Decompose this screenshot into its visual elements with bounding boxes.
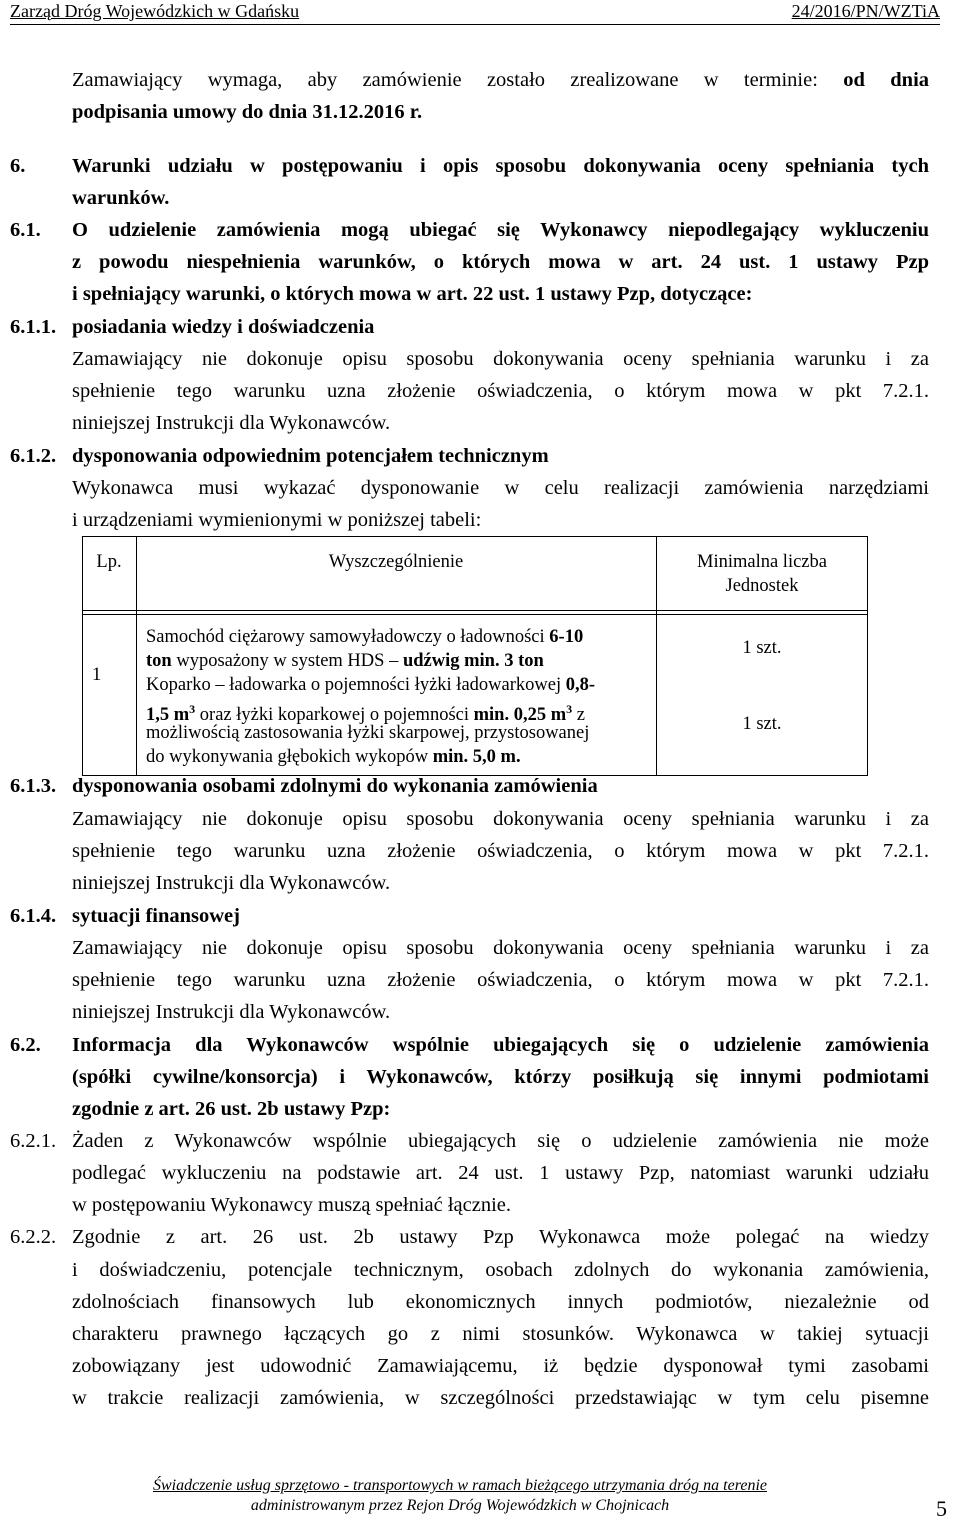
- section-6-2-1-number: 6.2.1.: [10, 1130, 57, 1152]
- section-6-2-2-line-6: w trakcie realizacji zamówienia, w szczególności przedstawiając w tym celu pisemne: [72, 1387, 929, 1409]
- section-6-2-2-line-3: zdolnościach finansowych lub ekonomicznych innych podmiotów, niezależnie od: [72, 1291, 929, 1313]
- section-6-1-2-number: 6.1.2.: [10, 445, 57, 467]
- section-6-1-3-number: 6.1.3.: [10, 775, 57, 797]
- deadline-bold-text: od dnia: [843, 69, 930, 91]
- section-6-2-2-line-1: Zgodnie z art. 26 ust. 2b ustawy Pzp Wykonawca może polegać na wiedzy: [72, 1226, 929, 1248]
- section-6-1-4-line-3: niniejszej Instrukcji dla Wykonawców.: [72, 1001, 391, 1023]
- page-number: 5: [936, 1496, 947, 1521]
- section-6-2-2-line-5: zobowiązany jest udowodnić Zamawiającemu, iż będzie dysponował tymi zasobami: [72, 1355, 929, 1377]
- table-row-desc-line-2: ton wyposażony w system HDS – udźwig min. 3 ton: [146, 651, 544, 671]
- paragraph-deadline-line-2: podpisania umowy do dnia 31.12.2016 r.: [72, 101, 423, 123]
- table-row-lp: 1: [92, 665, 102, 685]
- paragraph-deadline-line-1: [72, 67, 929, 93]
- equipment-table: [82, 536, 868, 776]
- header-reference-number: 24/2016/PN/WZTiA: [791, 1, 940, 21]
- section-6-1-4-title: sytuacji finansowej: [72, 905, 240, 927]
- section-6-1-3-line-1: Zamawiający nie dokonuje opisu sposobu dokonywania oceny spełniania warunku i za: [72, 808, 929, 830]
- section-6-1-4-number: 6.1.4.: [10, 905, 57, 927]
- table-row-qty-1: 1 szt.: [742, 638, 782, 658]
- section-6-2-number: 6.2.: [10, 1034, 41, 1056]
- section-6-1-line-3: i spełniający warunki, o których mowa w art. 22 ust. 1 ustawy Pzp, dotyczące:: [72, 283, 753, 305]
- table-header-units: Jednostek: [725, 576, 799, 596]
- section-6-2-line-2: (spółki cywilne/konsorcja) i Wykonawców, którzy posiłkują się innymi podmiotami: [72, 1066, 929, 1088]
- section-6-1-2-line-1: Wykonawca musi wykazać dysponowanie w celu realizacji zamówienia narzędziami: [72, 477, 929, 499]
- section-6-1-line-1: O udzielenie zamówienia mogą ubiegać się Wykonawcy niepodlegający wykluczeniu: [72, 219, 929, 241]
- section-6-title-line-1: Warunki udziału w postępowaniu i opis sposobu dokonywania oceny spełniania tych: [72, 155, 929, 177]
- section-6-2-2-number: 6.2.2.: [10, 1226, 57, 1248]
- section-6-2-line-3: zgodnie z art. 26 ust. 2b ustawy Pzp:: [72, 1098, 391, 1120]
- footer-line-1: Świadczenie usług sprzętowo - transportowych w ramach bieżącego utrzymania dróg na terenie: [152, 1477, 768, 1494]
- section-6-1-number: 6.1.: [10, 219, 41, 241]
- section-6-2-2-line-4: charakteru prawnego łączących go z nimi stosunków. Wykonawca w takiej sytuacji: [72, 1323, 929, 1345]
- section-6-number: 6.: [10, 155, 26, 177]
- table-row-desc-line-3: Koparko – ładowarka o pojemności łyżki ładowarkowej 0,8-: [146, 675, 596, 695]
- section-6-2-1-line-3: w postępowaniu Wykonawcy muszą spełniać łącznie.: [72, 1194, 511, 1216]
- page-header: [10, 0, 940, 25]
- table-header-description: Wyszczególnienie: [328, 552, 464, 572]
- section-6-1-3-title: dysponowania osobami zdolnymi do wykonania zamówienia: [72, 775, 598, 797]
- section-6-1-line-2: z powodu niespełnienia warunków, o których mowa w art. 24 ust. 1 ustawy Pzp: [72, 251, 929, 273]
- section-6-1-3-line-2: spełnienie tego warunku uzna złożenie oświadczenia, o którym mowa w pkt 7.2.1.: [72, 840, 929, 862]
- section-6-1-1-line-1: Zamawiający nie dokonuje opisu sposobu dokonywania oceny spełniania warunku i za: [72, 348, 929, 370]
- table-header-divider: [82, 610, 868, 611]
- section-6-2-1-line-1: Żaden z Wykonawców wspólnie ubiegających się o udzielenie zamówienia nie może: [72, 1130, 929, 1152]
- footer-line-2: administrowanym przez Rejon Dróg Wojewódzkich w Chojnicach: [250, 1497, 670, 1514]
- section-6-1-1-line-2: spełnienie tego warunku uzna złożenie oświadczenia, o którym mowa w pkt 7.2.1.: [72, 380, 929, 402]
- table-header-min-count: Minimalna liczba: [697, 552, 827, 572]
- header-organization: Zarząd Dróg Wojewódzkich w Gdańsku: [10, 1, 300, 21]
- section-6-2-1-line-2: podlegać wykluczeniu na podstawie art. 24 ust. 1 ustawy Pzp, natomiast warunki udziału: [72, 1162, 929, 1184]
- table-row-desc-line-1: Samochód ciężarowy samowyładowczy o ładowności 6-10: [146, 627, 584, 647]
- table-row-desc-line-6: do wykonywania głębokich wykopów min. 5,0 m.: [146, 747, 521, 767]
- page-footer: [0, 1476, 920, 1516]
- section-6-1-2-title: dysponowania odpowiednim potencjałem technicznym: [72, 445, 549, 467]
- table-border-top: [82, 536, 868, 537]
- section-6-1-4-line-1: Zamawiający nie dokonuje opisu sposobu dokonywania oceny spełniania warunku i za: [72, 937, 929, 959]
- section-6-1-3-line-3: niniejszej Instrukcji dla Wykonawców.: [72, 872, 391, 894]
- deadline-text: Zamawiający wymaga, aby zamówienie zostało zrealizowane w terminie:: [72, 69, 818, 91]
- section-6-2-2-line-2: i doświadczeniu, potencjale technicznym, osobach zdolnych do wykonania zamówienia,: [72, 1259, 929, 1281]
- table-header-lp: Lp.: [96, 552, 122, 572]
- table-header-divider-double: [82, 614, 868, 615]
- section-6-title-line-2: warunków.: [72, 187, 170, 209]
- section-6-1-2-line-2: i urządzeniami wymienionymi w poniższej tabeli:: [72, 509, 482, 531]
- section-6-1-1-line-3: niniejszej Instrukcji dla Wykonawców.: [72, 412, 391, 434]
- section-6-2-line-1: Informacja dla Wykonawców wspólnie ubiegających się o udzielenie zamówienia: [72, 1034, 929, 1056]
- table-row-desc-line-4: 1,5 $m^3$ oraz łyżki koparkowej o pojemności min. 0,25 $m^3$ z: [146, 702, 585, 726]
- table-row-qty-2: 1 szt.: [742, 714, 782, 734]
- table-row-desc-line-5: możliwością zastosowania łyżki skarpowej, przystosowanej: [146, 723, 590, 743]
- section-6-1-4-line-2: spełnienie tego warunku uzna złożenie oświadczenia, o którym mowa w pkt 7.2.1.: [72, 969, 929, 991]
- section-6-1-1-title: posiadania wiedzy i doświadczenia: [72, 316, 375, 338]
- section-6-1-1-number: 6.1.1.: [10, 316, 57, 338]
